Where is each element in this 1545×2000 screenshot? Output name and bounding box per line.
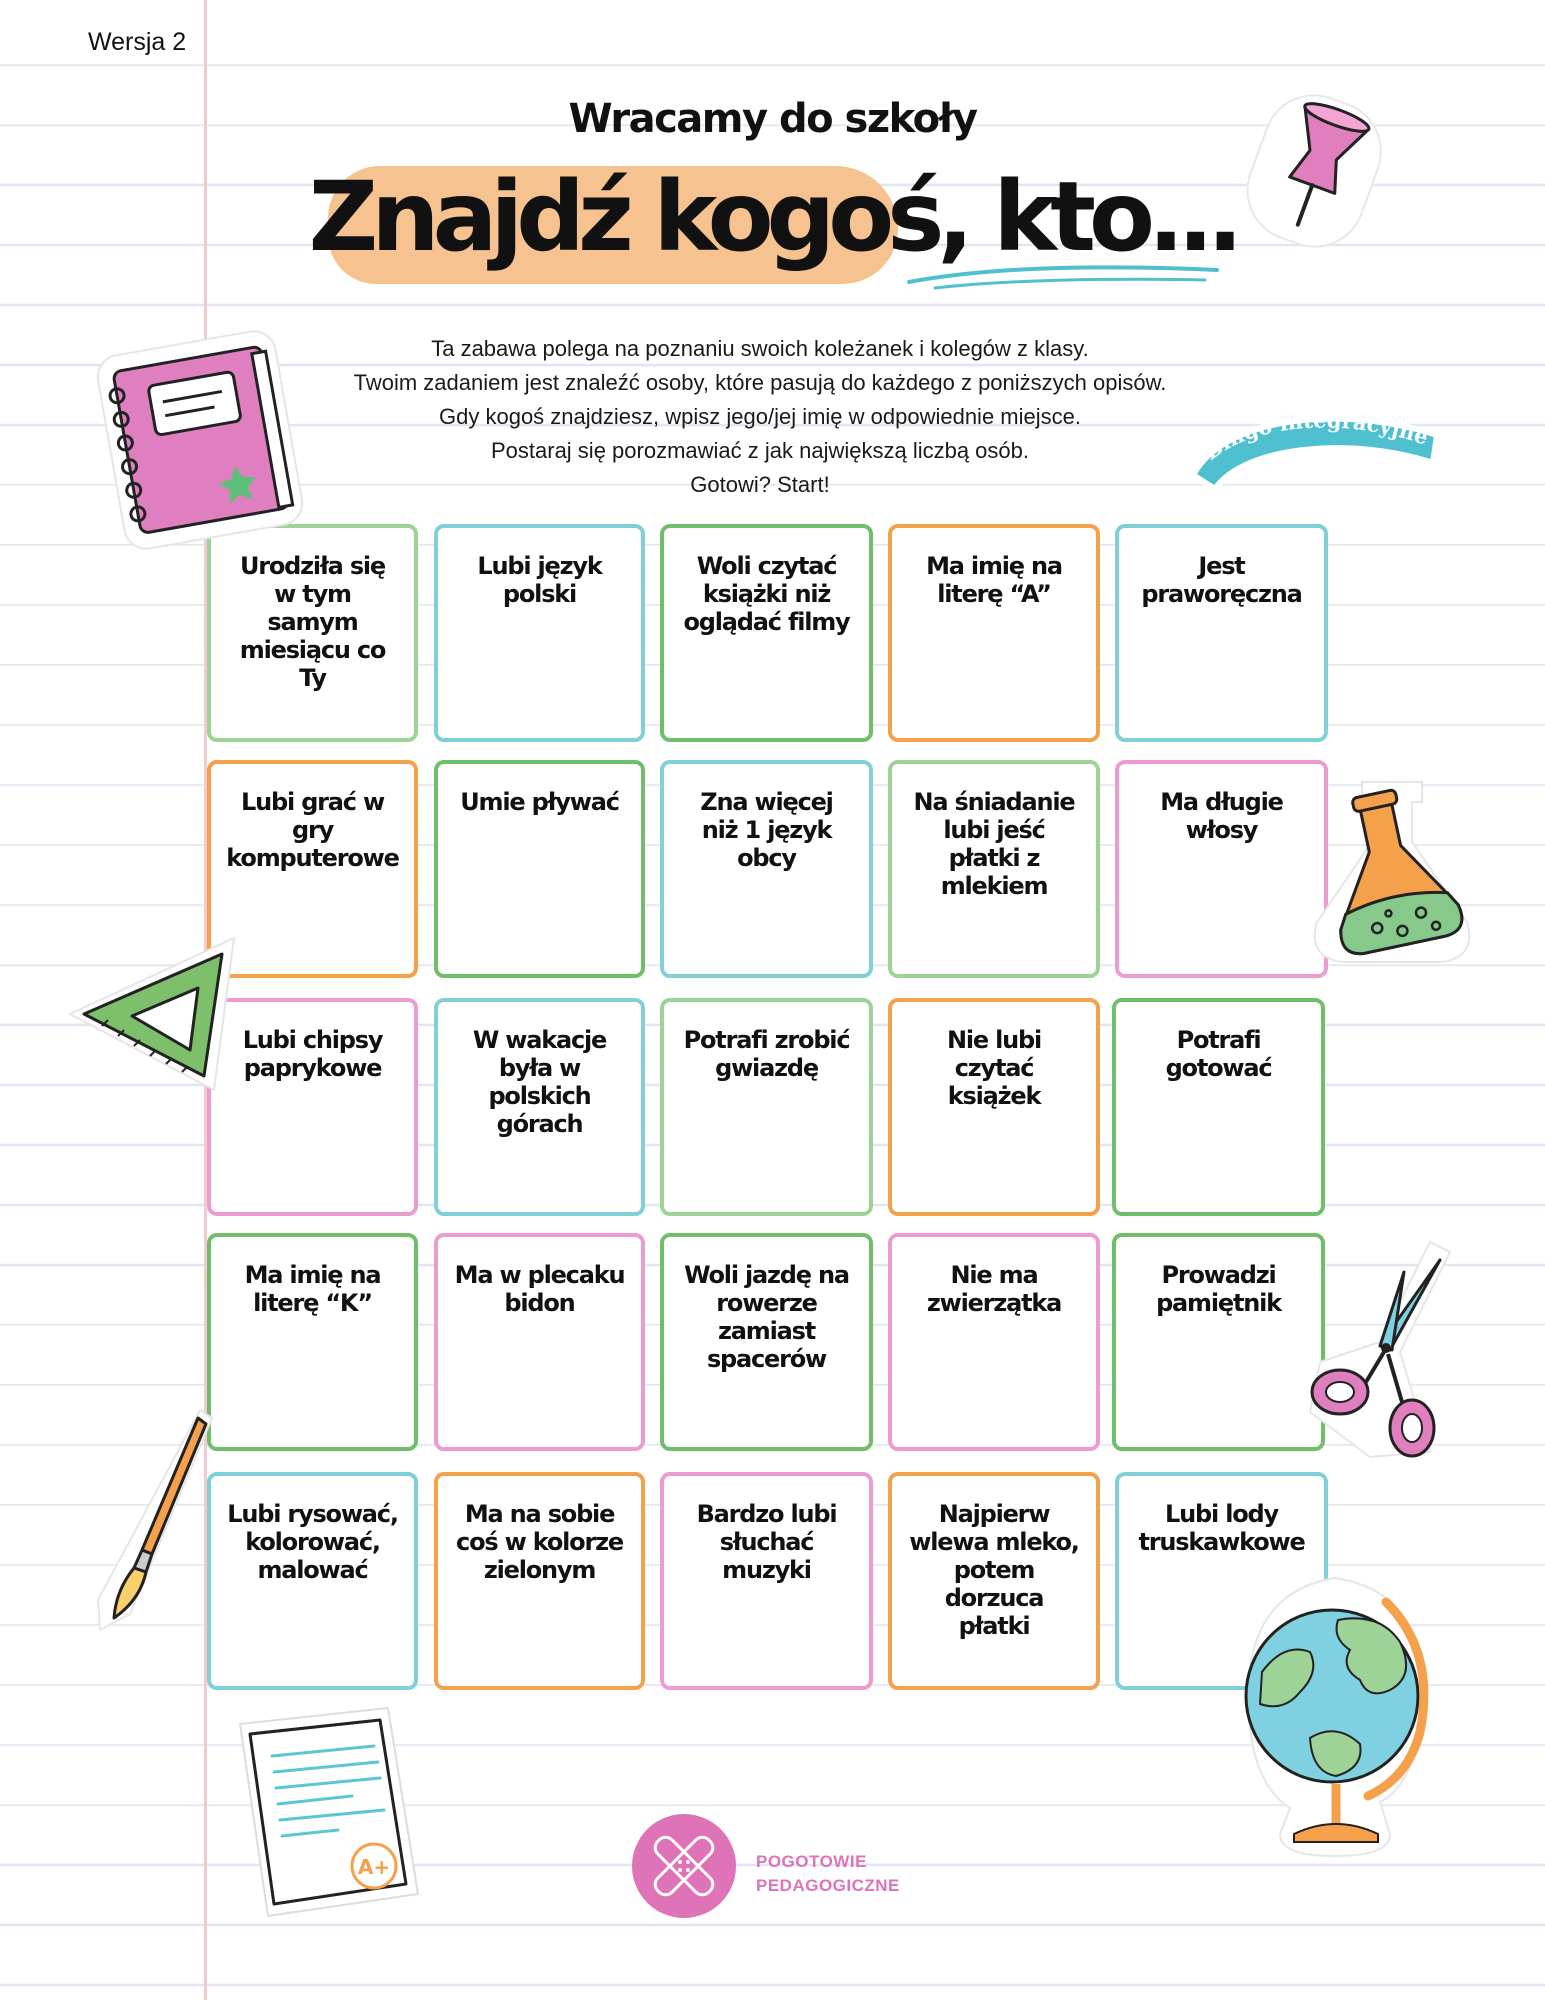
bingo-cell[interactable]: Umie pływać [434, 760, 645, 978]
bingo-cell[interactable]: Potrafi gotować [1112, 998, 1325, 1216]
paintbrush-icon [90, 1404, 215, 1634]
bingo-cell[interactable]: Ma na sobie coś w kolorze zielonym [434, 1472, 645, 1690]
brand-line: POGOTOWIE [756, 1852, 867, 1871]
bingo-cell[interactable]: Jest praworęczna [1115, 524, 1328, 742]
bingo-cell[interactable]: Lubi grać w gry komputerowe [207, 760, 418, 978]
bingo-cell[interactable]: Ma długie włosy [1115, 760, 1328, 978]
notebook-icon [90, 322, 310, 558]
bingo-cell[interactable]: Lubi chipsy paprykowe [207, 998, 418, 1216]
instruction-line: Gdy kogoś znajdziesz, wpisz jego/jej imię w odpowiednie miejsce. [439, 404, 1081, 429]
bingo-cell[interactable]: Woli jazdę na rowerze zamiast spacerów [660, 1233, 873, 1451]
globe-icon [1240, 1572, 1430, 1862]
triangle-ruler-icon [58, 930, 248, 1100]
bingo-cell[interactable]: Urodziła się w tym samym miesiącu co Ty [207, 524, 418, 742]
bingo-cell[interactable]: Nie ma zwierzątka [888, 1233, 1100, 1451]
bingo-cell[interactable]: Bardzo lubi słuchać muzyki [660, 1472, 873, 1690]
bingo-cell[interactable]: Lubi lody truskawkowe [1115, 1472, 1328, 1690]
bingo-cell[interactable]: Lubi rysować, kolorować, malować [207, 1472, 418, 1690]
pushpin-icon [1245, 90, 1390, 255]
page-subtitle: Wracamy do szkoły [568, 96, 977, 142]
flask-icon [1302, 772, 1482, 972]
bingo-cell[interactable]: Zna więcej niż 1 język obcy [660, 760, 873, 978]
bingo-cell[interactable]: Prowadzi pamiętnik [1112, 1233, 1325, 1451]
bingo-cell[interactable]: Potrafi zrobić gwiazdę [660, 998, 873, 1216]
instruction-line: Postaraj się porozmawiać z jak największą liczbą osób. [490, 438, 1029, 463]
bingo-cell[interactable]: W wakacje była w polskich górach [434, 998, 645, 1216]
instructions [230, 332, 1290, 502]
bingo-cell[interactable]: Lubi język polski [434, 524, 645, 742]
title-underline [905, 254, 1225, 294]
brand-name [756, 1850, 900, 1898]
instruction-line: Gotowi? Start! [690, 472, 830, 497]
brand-line: PEDAGOGICZNE [756, 1876, 900, 1895]
grade-text: A+ [357, 1855, 391, 1879]
bingo-cell[interactable]: Woli czytać książki niż oglądać filmy [660, 524, 873, 742]
page-title: Znajdź kogoś, kto... [308, 161, 1237, 273]
bingo-cell[interactable]: Ma w plecaku bidon [434, 1233, 645, 1451]
bingo-cell[interactable]: Ma imię na literę “A” [888, 524, 1100, 742]
instruction-line: Twoim zadaniem jest znaleźć osoby, które pasują do każdego z poniższych opisów. [353, 370, 1167, 395]
bingo-banner [1185, 385, 1445, 495]
bingo-cell[interactable]: Na śniadanie lubi jeść płatki z mlekiem [888, 760, 1100, 978]
version-label: Wersja 2 [88, 28, 187, 56]
bingo-cell[interactable]: Ma imię na literę “K” [207, 1233, 418, 1451]
banner-text: Bingo integracyjne [1198, 407, 1432, 466]
pogotowie-logo-icon [632, 1814, 736, 1918]
instruction-line: Ta zabawa polega na poznaniu swoich koleżanek i kolegów z klasy. [431, 336, 1089, 361]
graded-paper-icon [228, 1700, 428, 1925]
bingo-cell[interactable]: Najpierw wlewa mleko, potem dorzuca płatki [888, 1472, 1100, 1690]
bingo-cell[interactable]: Nie lubi czytać książek [888, 998, 1100, 1216]
scissors-icon [1280, 1232, 1470, 1472]
